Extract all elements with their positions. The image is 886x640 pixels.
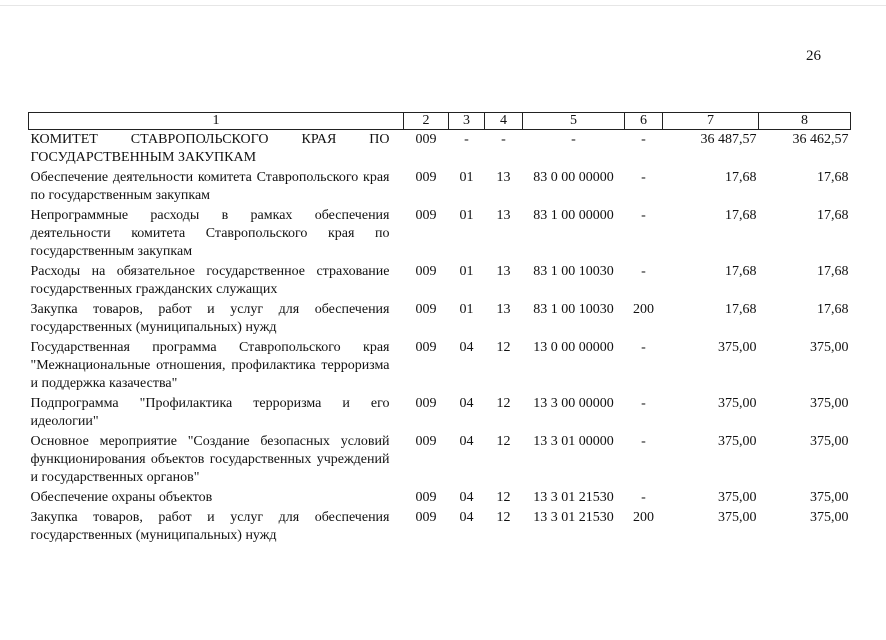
cell-subsection-code: 13 xyxy=(496,264,511,279)
cell-description: Основное мероприятие "Создание безопасных условий функционирования объектов государственных учреждений и государственных органов" xyxy=(30,434,390,485)
col-header-1: 1 xyxy=(29,113,404,130)
cell-amount-year-1: 17,68 xyxy=(725,208,757,223)
page-number: 26 xyxy=(806,48,821,64)
cell-target-article: 13 3 01 00000 xyxy=(533,434,614,449)
cell-target-article: 83 0 00 00000 xyxy=(533,170,614,185)
cell-description: Государственная программа Ставропольского края "Межнациональные отношения, профилактика терроризма и поддержка казачества" xyxy=(30,340,390,391)
cell-amount-year-2: 375,00 xyxy=(810,490,849,505)
cell-target-article: 83 1 00 10030 xyxy=(533,264,614,279)
table-row xyxy=(29,130,851,169)
cell-amount-year-2: 375,00 xyxy=(810,340,849,355)
cell-subsection-code: 12 xyxy=(496,434,511,449)
cell-section-code: 01 xyxy=(459,264,474,279)
table-row xyxy=(29,488,851,508)
cell-amount-year-2: 375,00 xyxy=(810,396,849,411)
table-row xyxy=(29,300,851,338)
cell-amount-year-2: 17,68 xyxy=(817,170,849,185)
cell-section-code: 04 xyxy=(459,490,474,505)
scan-edge-line xyxy=(0,5,886,6)
cell-expense-type: 200 xyxy=(633,510,654,525)
cell-section-code: 01 xyxy=(459,302,474,317)
cell-amount-year-1: 375,00 xyxy=(718,340,757,355)
col-header-8: 8 xyxy=(759,113,851,130)
cell-description: Расходы на обязательное государственное страхование государственных гражданских служащих xyxy=(30,264,390,297)
table-row xyxy=(29,206,851,262)
cell-amount-year-1: 17,68 xyxy=(725,264,757,279)
table-row xyxy=(29,168,851,206)
cell-description: Закупка товаров, работ и услуг для обеспечения государственных (муниципальных) нужд xyxy=(30,510,390,543)
cell-subsection-code: 12 xyxy=(496,396,511,411)
cell-amount-year-1: 17,68 xyxy=(725,302,757,317)
cell-expense-type: 200 xyxy=(633,302,654,317)
cell-amount-year-2: 375,00 xyxy=(810,510,849,525)
cell-expense-type: - xyxy=(641,264,646,279)
table-row xyxy=(29,508,851,546)
cell-target-article: 83 1 00 10030 xyxy=(533,302,614,317)
cell-expense-type: - xyxy=(641,208,646,223)
cell-description: Обеспечение охраны объектов xyxy=(30,490,213,505)
cell-ministry-code: 009 xyxy=(415,302,437,317)
cell-section-code: 04 xyxy=(459,510,474,525)
cell-section-code: 04 xyxy=(459,340,474,355)
cell-ministry-code: 009 xyxy=(415,208,437,223)
budget-table-container xyxy=(28,112,850,546)
cell-amount-year-2: 17,68 xyxy=(817,208,849,223)
table-row xyxy=(29,338,851,394)
cell-expense-type: - xyxy=(641,170,646,185)
cell-subsection-code: 12 xyxy=(496,490,511,505)
table-row xyxy=(29,432,851,488)
cell-ministry-code: 009 xyxy=(415,340,437,355)
table-row xyxy=(29,262,851,300)
table-row xyxy=(29,394,851,432)
header-row xyxy=(29,113,851,130)
cell-amount-year-2: 36 462,57 xyxy=(792,132,849,147)
cell-amount-year-1: 375,00 xyxy=(718,490,757,505)
col-header-7: 7 xyxy=(663,113,759,130)
cell-description: Подпрограмма "Профилактика терроризма и его идеологии" xyxy=(30,396,390,429)
cell-section-code: 04 xyxy=(459,396,474,411)
cell-expense-type: - xyxy=(641,490,646,505)
cell-ministry-code: 009 xyxy=(415,132,437,147)
table-body xyxy=(29,130,851,547)
cell-subsection-code: 13 xyxy=(496,208,511,223)
cell-target-article: 13 3 01 21530 xyxy=(533,510,614,525)
cell-target-article: 13 3 01 21530 xyxy=(533,490,614,505)
cell-expense-type: - xyxy=(641,396,646,411)
col-header-2: 2 xyxy=(404,113,449,130)
cell-subsection-code: - xyxy=(501,132,506,147)
col-header-4: 4 xyxy=(485,113,523,130)
col-header-6: 6 xyxy=(625,113,663,130)
cell-target-article: 83 1 00 00000 xyxy=(533,208,614,223)
budget-table xyxy=(28,112,851,546)
cell-ministry-code: 009 xyxy=(415,434,437,449)
cell-section-code: 01 xyxy=(459,208,474,223)
cell-target-article: 13 3 00 00000 xyxy=(533,396,614,411)
cell-ministry-code: 009 xyxy=(415,396,437,411)
cell-target-article: - xyxy=(571,132,576,147)
cell-amount-year-2: 17,68 xyxy=(817,264,849,279)
cell-description: Обеспечение деятельности комитета Ставропольского края по государственным закупкам xyxy=(30,170,390,203)
cell-amount-year-1: 17,68 xyxy=(725,170,757,185)
cell-amount-year-1: 36 487,57 xyxy=(700,132,757,147)
col-header-5: 5 xyxy=(523,113,625,130)
cell-amount-year-1: 375,00 xyxy=(718,434,757,449)
cell-ministry-code: 009 xyxy=(415,264,437,279)
cell-section-code: 04 xyxy=(459,434,474,449)
cell-amount-year-2: 17,68 xyxy=(817,302,849,317)
cell-description: Непрограммные расходы в рамках обеспечения деятельности комитета Ставропольского края по государственным закупкам xyxy=(30,208,390,259)
cell-target-article: 13 0 00 00000 xyxy=(533,340,614,355)
cell-description: КОМИТЕТ СТАВРОПОЛЬСКОГО КРАЯ ПО ГОСУДАРСТВЕННЫМ ЗАКУПКАМ xyxy=(30,132,390,165)
cell-amount-year-1: 375,00 xyxy=(718,396,757,411)
cell-subsection-code: 12 xyxy=(496,510,511,525)
cell-ministry-code: 009 xyxy=(415,510,437,525)
cell-expense-type: - xyxy=(641,434,646,449)
cell-section-code: - xyxy=(464,132,469,147)
cell-amount-year-1: 375,00 xyxy=(718,510,757,525)
cell-subsection-code: 12 xyxy=(496,340,511,355)
cell-expense-type: - xyxy=(641,132,646,147)
cell-amount-year-2: 375,00 xyxy=(810,434,849,449)
cell-ministry-code: 009 xyxy=(415,170,437,185)
col-header-3: 3 xyxy=(449,113,485,130)
cell-subsection-code: 13 xyxy=(496,302,511,317)
cell-section-code: 01 xyxy=(459,170,474,185)
cell-subsection-code: 13 xyxy=(496,170,511,185)
cell-ministry-code: 009 xyxy=(415,490,437,505)
cell-description: Закупка товаров, работ и услуг для обеспечения государственных (муниципальных) нужд xyxy=(30,302,390,335)
cell-expense-type: - xyxy=(641,340,646,355)
